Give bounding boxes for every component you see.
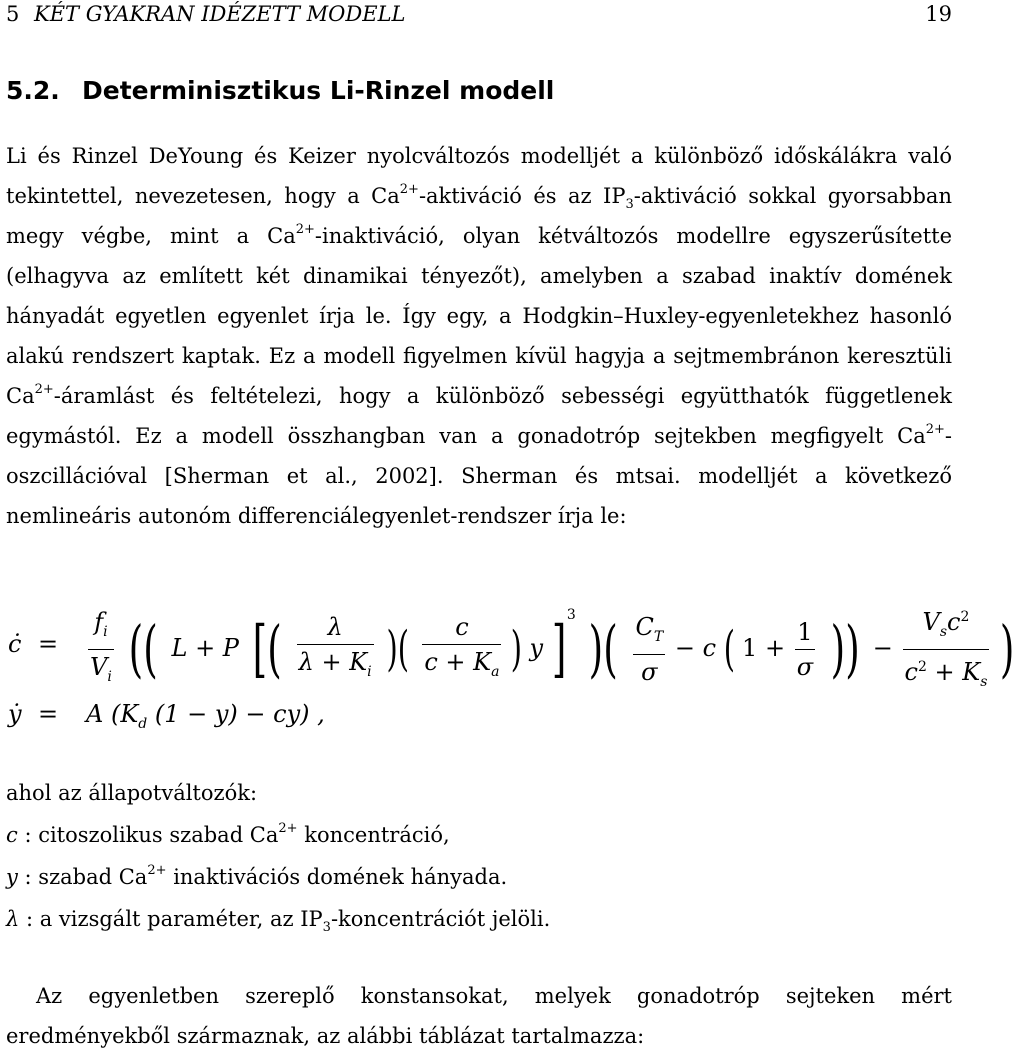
- subscript: T: [653, 628, 664, 645]
- text-run: : citoszolikus szabad Ca: [17, 823, 279, 847]
- term: 1 +: [742, 633, 786, 662]
- symbol: y: [6, 865, 18, 889]
- exponent: 3: [566, 606, 576, 623]
- bracket: ): [999, 612, 1015, 686]
- symbol: V: [922, 608, 940, 636]
- superscript: 2+: [925, 422, 945, 437]
- var-y: [6, 856, 550, 898]
- subscript: a: [491, 663, 500, 680]
- bracket: )(: [589, 612, 619, 686]
- fraction-one-sigma: [795, 615, 815, 684]
- symbol: + K: [926, 657, 981, 686]
- fraction-ct: [633, 610, 665, 689]
- bracket: ]: [551, 612, 567, 686]
- fraction-vs: [903, 600, 990, 699]
- text-run: -aktiváció sokkal gyorsabban megy végbe, mint a Ca: [6, 184, 952, 248]
- subscript: s: [980, 673, 988, 690]
- bracket: ((: [129, 612, 159, 686]
- superscript: 2+: [34, 382, 54, 397]
- text-run: -koncentrációt jelöli.: [330, 907, 551, 931]
- bracket: [(: [252, 612, 282, 686]
- operator: −: [872, 633, 893, 662]
- symbol: c + K: [424, 647, 492, 676]
- text-run: : a vizsgált paraméter, az IP: [19, 907, 323, 931]
- symbol: f: [94, 608, 104, 636]
- superscript: 2+: [147, 863, 167, 878]
- superscript: 2+: [399, 182, 419, 197]
- running-header: [6, 2, 952, 32]
- fraction-c: [422, 610, 501, 689]
- section-title: Determinisztikus Li-Rinzel modell: [82, 76, 555, 105]
- symbol: σ: [796, 652, 814, 681]
- symbol: A (K: [86, 700, 139, 728]
- symbol: C: [635, 612, 654, 641]
- symbol: (1 − y) − cy) ,: [147, 700, 325, 728]
- symbol: λ: [297, 610, 374, 645]
- fraction-fi-vi: [88, 605, 114, 694]
- symbol: σ: [641, 657, 658, 686]
- text-run: -aktiváció és az IP: [418, 184, 626, 208]
- symbol-y: y: [529, 633, 544, 662]
- eq-rhs: [86, 700, 325, 732]
- text-run: : szabad Ca: [17, 865, 148, 889]
- subscript: 3: [322, 920, 331, 936]
- eq-rhs: [86, 600, 1015, 699]
- subscript: s: [939, 623, 948, 640]
- exponent: 2: [917, 658, 927, 675]
- text-run: -inaktiváció, olyan kétváltozós modellre egyszerűsítette (elhagyva az említett két dinamikai tényezőt), amelyben a szabad inaktív domének hányadát egyetlen egyenlet írja le. Így egy, a Hodgkin–Huxley-egyenletekhez hasonló alakú rendszert kaptak. Ez a modell figyelmen kívül hagyja a sejtmembránon keresztüli Ca: [6, 224, 952, 408]
- equation-system: [0, 600, 1015, 750]
- symbol: c: [904, 657, 918, 686]
- symbol: λ: [6, 907, 20, 931]
- subscript: 3: [625, 197, 634, 213]
- text-run: Li és Rinzel DeYoung és Keizer nyolcváltozós modelljét a különböző időskálákra való tekintettel, nevezetesen, hogy a Ca: [6, 144, 952, 208]
- exponent: 2: [960, 609, 970, 625]
- eq-sign: =: [38, 700, 59, 728]
- subscript: i: [103, 623, 108, 640]
- fraction-lambda: [297, 610, 374, 689]
- symbol: c: [947, 608, 961, 636]
- section-number: 5.2.: [6, 76, 60, 105]
- superscript: 2+: [295, 222, 315, 237]
- chapter-number: 5: [6, 2, 20, 26]
- symbol: V: [90, 652, 108, 681]
- eq-lhs: ẏ: [8, 700, 22, 728]
- symbol: λ + K: [298, 647, 368, 676]
- text-run: -áramlást és feltételezi, hogy a különböző sebességi együtthatók függetlenek egymástól. Ez a modell összhangban van a gonadotróp sejtekben megfigyelt Ca: [6, 384, 952, 448]
- text-run: koncentráció,: [297, 823, 450, 847]
- term-lp: L + P: [171, 633, 239, 662]
- var-c: [6, 814, 550, 856]
- bracket: ): [510, 621, 523, 678]
- symbol: c: [422, 610, 501, 645]
- text-run: inaktivációs domének hányada.: [166, 865, 508, 889]
- chapter-title: KÉT GYAKRAN IDÉZETT MODELL: [34, 2, 406, 26]
- bracket: )): [830, 612, 860, 686]
- symbol: 1: [795, 615, 815, 650]
- paragraph-constants: Az egyenletben szereplő konstansokat, melyek gonadotróp sejteken mért eredményekből származnak, az alábbi táblázat tartalmazza:: [6, 984, 952, 1048]
- page-number: 19: [925, 2, 952, 26]
- section-heading: [6, 76, 554, 105]
- bracket: )(: [386, 621, 410, 678]
- term: − c: [674, 633, 717, 662]
- vars-intro: ahol az állapotváltozók:: [6, 781, 258, 805]
- paragraph-intro: [6, 136, 952, 536]
- subscript: i: [367, 663, 372, 680]
- text-run: -oszcillációval [Sherman et al., 2002]. Sherman és mtsai. modelljét a következő nemlineáris autonóm differenciálegyenlet-rendszer írja le:: [6, 424, 952, 528]
- superscript: 2+: [278, 821, 298, 836]
- bracket: (: [723, 621, 735, 678]
- eq-sign: =: [38, 630, 59, 658]
- symbol: c: [6, 823, 18, 847]
- subscript: d: [138, 715, 148, 732]
- var-lambda: [6, 898, 550, 940]
- eq-lhs: ċ: [8, 630, 22, 658]
- subscript: i: [107, 668, 112, 685]
- variable-definitions: [6, 772, 550, 940]
